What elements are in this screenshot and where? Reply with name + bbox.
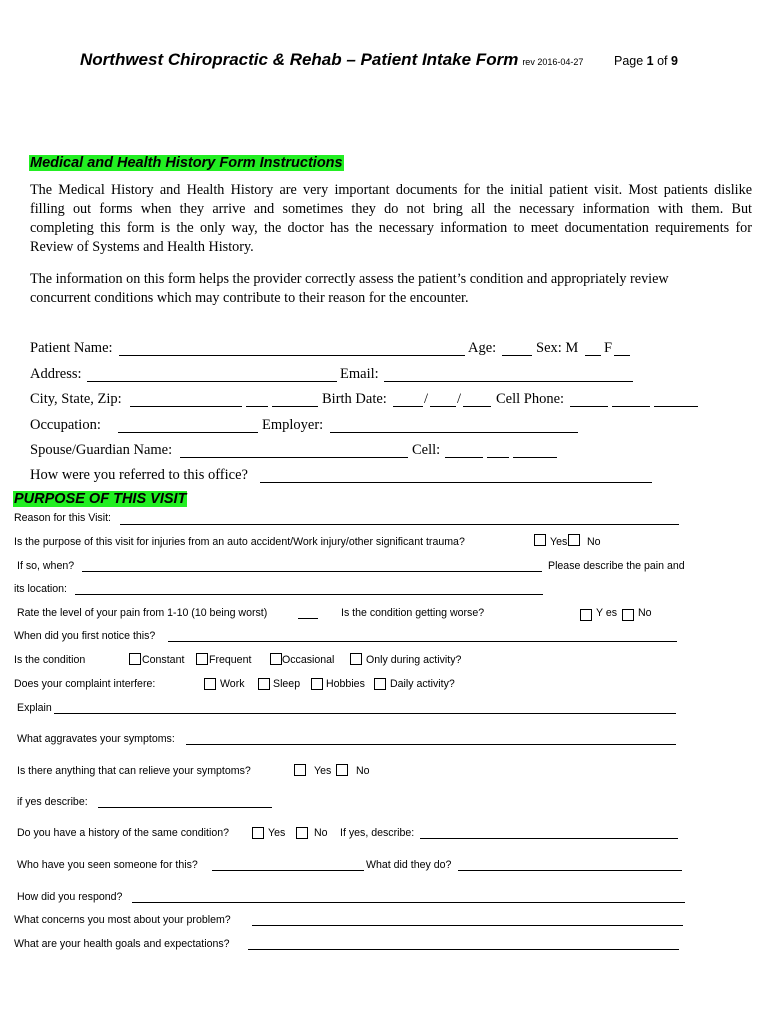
sex-f-field[interactable] bbox=[614, 355, 630, 356]
occupation-label: Occupation: bbox=[30, 417, 101, 433]
email-field[interactable] bbox=[384, 381, 633, 382]
address-field[interactable] bbox=[87, 381, 337, 382]
birth-date-label: Birth Date: bbox=[322, 391, 387, 407]
location-label: its location: bbox=[14, 583, 67, 595]
history-yes-label: Yes bbox=[268, 827, 286, 839]
condition-label: Is the condition bbox=[14, 654, 86, 666]
history-describe-label: If yes, describe: bbox=[340, 827, 415, 839]
history-no-checkbox[interactable] bbox=[296, 827, 308, 839]
sex-f-label: F bbox=[604, 340, 613, 356]
referral-field[interactable] bbox=[260, 482, 652, 483]
if-yes-describe-field[interactable] bbox=[98, 807, 272, 808]
history-yes-checkbox[interactable] bbox=[252, 827, 264, 839]
paragraph-line: Review of Systems and Health History. bbox=[30, 239, 254, 255]
cell-phone-line-field[interactable] bbox=[654, 406, 698, 407]
zip-field[interactable] bbox=[272, 406, 318, 407]
what-did-field[interactable] bbox=[458, 870, 682, 871]
sex-m-field[interactable] bbox=[585, 355, 601, 356]
city-state-zip-label: City, State, Zip: bbox=[30, 391, 122, 407]
employer-field[interactable] bbox=[330, 432, 578, 433]
spouse-field[interactable] bbox=[180, 457, 408, 458]
occupation-field[interactable] bbox=[118, 432, 258, 433]
first-notice-field[interactable] bbox=[168, 641, 677, 642]
occasional-label: Occasional bbox=[282, 654, 335, 666]
seen-field[interactable] bbox=[212, 870, 364, 871]
if-yes-describe-label: if yes describe: bbox=[17, 796, 88, 808]
hobbies-label: Hobbies bbox=[326, 678, 365, 690]
goals-label: What are your health goals and expectations? bbox=[14, 938, 230, 950]
cell-phone-area-field[interactable] bbox=[570, 406, 608, 407]
location-field[interactable] bbox=[75, 594, 543, 595]
paragraph-line: concurrent conditions which may contribute to their reason for the encounter. bbox=[30, 290, 469, 306]
explain-label: Explain bbox=[17, 702, 52, 714]
pain-rate-label: Rate the level of your pain from 1-10 (10 being worst) bbox=[17, 607, 268, 619]
what-did-label: What did they do? bbox=[366, 859, 452, 871]
spouse-cell-label: Cell: bbox=[412, 442, 441, 458]
seen-label: Who have you seen someone for this? bbox=[17, 859, 198, 871]
paragraph-line: The Medical History and Health History are very important documents for the initial patient visit. Most patients dislike bbox=[30, 182, 752, 198]
history-no-label: No bbox=[314, 827, 328, 839]
relieve-no-checkbox[interactable] bbox=[336, 764, 348, 776]
respond-field[interactable] bbox=[132, 902, 685, 903]
cell-phone-prefix-field[interactable] bbox=[612, 406, 650, 407]
page-current: 1 bbox=[646, 54, 654, 68]
form-title-text: Northwest Chiropractic & Rehab – Patient Intake Form bbox=[80, 50, 519, 69]
occasional-checkbox[interactable] bbox=[270, 653, 282, 665]
paragraph-line: completing this form is the only way, the doctor has the necessary information to meet documentation requirements for bbox=[30, 220, 752, 236]
work-checkbox[interactable] bbox=[204, 678, 216, 690]
birth-month-field[interactable] bbox=[393, 406, 423, 407]
explain-field[interactable] bbox=[54, 713, 676, 714]
paragraph-line: filling out forms when they arrive and sometimes they do not bring all the necessary information with them. But bbox=[30, 201, 752, 217]
relieve-yes-checkbox[interactable] bbox=[294, 764, 306, 776]
first-notice-label: When did you first notice this? bbox=[14, 630, 156, 642]
patient-name-field[interactable] bbox=[119, 355, 465, 356]
daily-label: Daily activity? bbox=[390, 678, 455, 690]
age-field[interactable] bbox=[502, 355, 532, 356]
spouse-cell-line-field[interactable] bbox=[513, 457, 557, 458]
page-prefix: Page bbox=[614, 54, 647, 68]
injury-yes-checkbox[interactable] bbox=[534, 534, 546, 546]
spouse-cell-area-field[interactable] bbox=[445, 457, 483, 458]
state-field[interactable] bbox=[246, 406, 268, 407]
constant-label: Constant bbox=[142, 654, 185, 666]
worse-yes-label: Y es bbox=[596, 607, 618, 619]
page-of: of bbox=[653, 54, 671, 68]
work-label: Work bbox=[220, 678, 245, 690]
pain-rate-field[interactable] bbox=[298, 618, 318, 619]
referral-label: How were you referred to this office? bbox=[30, 467, 248, 483]
aggravates-label: What aggravates your symptoms: bbox=[17, 733, 175, 745]
cell-phone-label: Cell Phone: bbox=[496, 391, 565, 407]
constant-checkbox[interactable] bbox=[129, 653, 141, 665]
injury-no-checkbox[interactable] bbox=[568, 534, 580, 546]
getting-worse-label: Is the condition getting worse? bbox=[341, 607, 485, 619]
concerns-label: What concerns you most about your problem? bbox=[14, 914, 231, 926]
worse-yes-checkbox[interactable] bbox=[580, 609, 592, 621]
instructions-paragraph-1 bbox=[30, 181, 752, 257]
injury-no-label: No bbox=[587, 536, 601, 548]
instructions-heading bbox=[29, 155, 344, 172]
if-so-when-field[interactable] bbox=[82, 571, 542, 572]
sleep-label: Sleep bbox=[273, 678, 301, 690]
visit-heading bbox=[13, 491, 187, 508]
instructions-heading-text: Medical and Health History Form Instructions bbox=[30, 155, 343, 171]
visit-heading-text: PURPOSE OF THIS VISIT bbox=[14, 491, 187, 507]
revision-label: rev 2016-04-27 bbox=[522, 57, 584, 67]
address-label: Address: bbox=[30, 366, 82, 382]
activity-checkbox[interactable] bbox=[350, 653, 362, 665]
daily-checkbox[interactable] bbox=[374, 678, 386, 690]
instructions-paragraph-2 bbox=[30, 270, 752, 308]
email-label: Email: bbox=[340, 366, 379, 382]
page-number bbox=[614, 54, 678, 68]
injury-yes-label: Yes bbox=[550, 536, 568, 548]
concerns-field[interactable] bbox=[252, 925, 683, 926]
spouse-label: Spouse/Guardian Name: bbox=[30, 442, 173, 458]
spouse-cell-prefix-field[interactable] bbox=[487, 457, 509, 458]
injury-question: Is the purpose of this visit for injuries from an auto accident/Work injury/other significant trauma? bbox=[14, 536, 465, 548]
form-title bbox=[80, 50, 583, 70]
frequent-label: Frequent bbox=[209, 654, 252, 666]
aggravates-field[interactable] bbox=[186, 744, 676, 745]
patient-name-label: Patient Name: bbox=[30, 340, 113, 356]
birth-year-field[interactable] bbox=[463, 406, 491, 407]
sex-label: Sex: M bbox=[536, 340, 579, 356]
paragraph-line: The information on this form helps the provider correctly assess the patient’s condition and appropriately review bbox=[30, 271, 669, 287]
city-field[interactable] bbox=[130, 406, 242, 407]
describe-pain-label: Please describe the pain and bbox=[548, 560, 685, 572]
relieve-yes-label: Yes bbox=[314, 765, 332, 777]
frequent-checkbox[interactable] bbox=[196, 653, 208, 665]
date-slash: / bbox=[457, 391, 462, 407]
relieve-no-label: No bbox=[356, 765, 370, 777]
reason-label: Reason for this Visit: bbox=[14, 512, 111, 524]
reason-field[interactable] bbox=[120, 524, 679, 525]
employer-label: Employer: bbox=[262, 417, 324, 433]
if-so-when-label: If so, when? bbox=[17, 560, 75, 572]
interfere-label: Does your complaint interfere: bbox=[14, 678, 156, 690]
age-label: Age: bbox=[468, 340, 497, 356]
history-label: Do you have a history of the same condition? bbox=[17, 827, 229, 839]
worse-no-checkbox[interactable] bbox=[622, 609, 634, 621]
activity-label: Only during activity? bbox=[366, 654, 462, 666]
sleep-checkbox[interactable] bbox=[258, 678, 270, 690]
goals-field[interactable] bbox=[248, 949, 679, 950]
birth-day-field[interactable] bbox=[430, 406, 456, 407]
relieve-label: Is there anything that can relieve your symptoms? bbox=[17, 765, 251, 777]
worse-no-label: No bbox=[638, 607, 652, 619]
page-total: 9 bbox=[671, 54, 678, 68]
respond-label: How did you respond? bbox=[17, 891, 123, 903]
history-describe-field[interactable] bbox=[420, 838, 678, 839]
hobbies-checkbox[interactable] bbox=[311, 678, 323, 690]
date-slash: / bbox=[424, 391, 429, 407]
